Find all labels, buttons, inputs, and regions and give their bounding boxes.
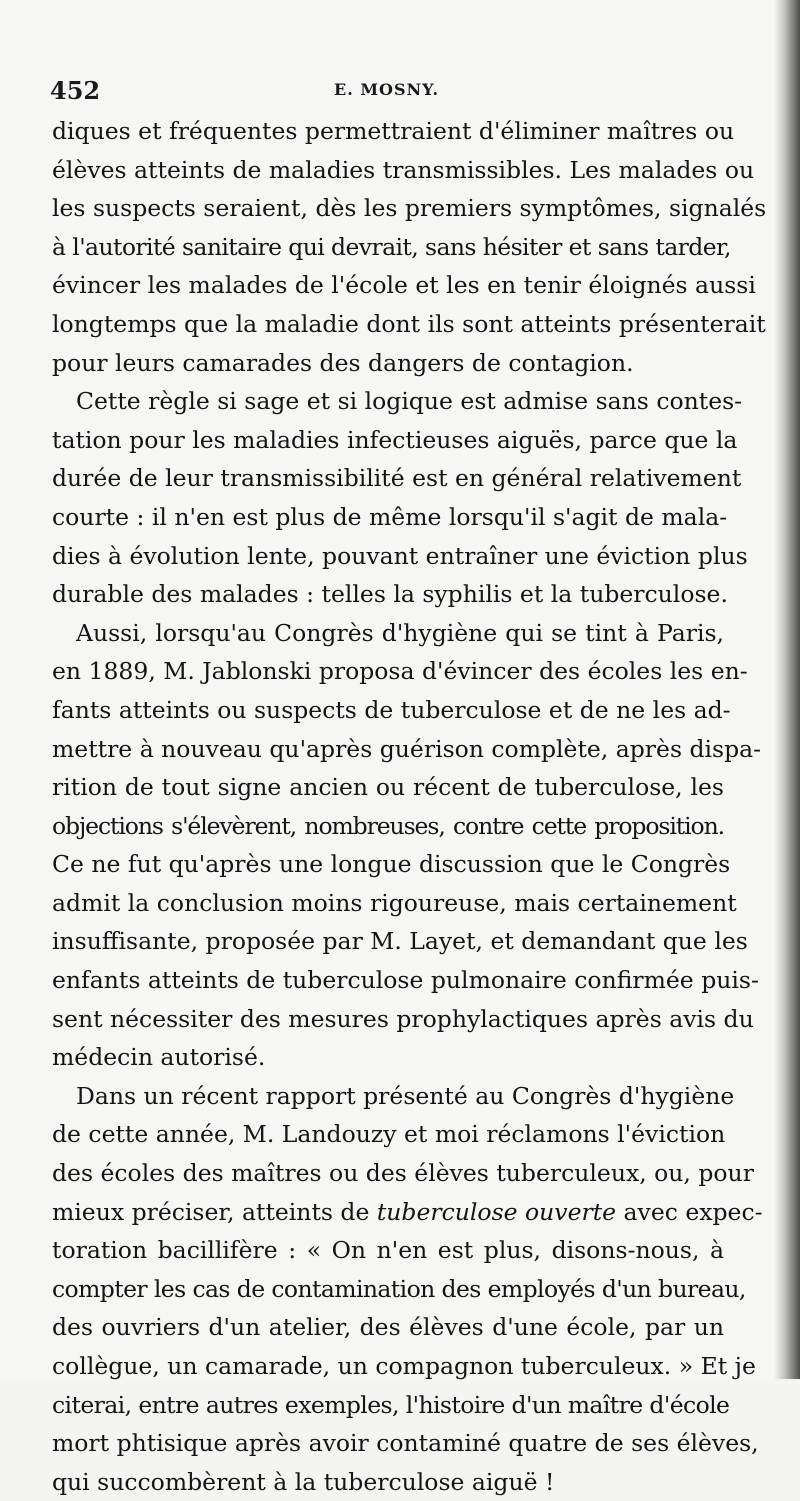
page-header xyxy=(50,76,720,106)
italic-term: tuberculose ouverte xyxy=(376,1197,617,1226)
text-line: de cette année, M. Landouzy et moi réclamons l'éviction xyxy=(52,1120,726,1149)
text-line: objections s'élevèrent, nombreuses, contre cette proposition. xyxy=(52,811,724,840)
text-line: longtemps que la maladie dont ils sont atteints présenterait xyxy=(52,309,766,338)
text-line: dies à évolution lente, pouvant entraîner une éviction plus xyxy=(52,541,748,570)
text-line: citerai, entre autres exemples, l'histoire d'un maître d'école xyxy=(52,1390,730,1419)
scan-shadow-edge xyxy=(774,0,800,1379)
text-line: collègue, un camarade, un compagnon tuberculeux. » Et je xyxy=(52,1352,756,1380)
text-line: élèves atteints de maladies transmissibles. Les malades ou xyxy=(52,155,755,184)
text-line: les suspects seraient, dès les premiers symptômes, signalés xyxy=(52,194,767,223)
paragraph-first-line: Aussi, lorsqu'au Congrès d'hygiène qui se tint à Paris, xyxy=(76,618,724,647)
text-line: pour leurs camarades des dangers de contagion. xyxy=(52,348,634,377)
text-line: qui succombèrent à la tuberculose aiguë ! xyxy=(52,1467,555,1496)
text-line: en 1889, M. Jablonski proposa d'évincer des écoles les en- xyxy=(52,657,748,686)
body-text xyxy=(52,112,767,1501)
text-line: mettre à nouveau qu'après guérison complète, après dispa- xyxy=(52,734,762,763)
text-line: enfants atteints de tuberculose pulmonaire confirmée puis- xyxy=(52,966,759,995)
text-line: des ouvriers d'un atelier, des élèves d'une école, par un xyxy=(52,1313,724,1342)
text-run: mieux préciser, atteints de xyxy=(52,1197,377,1226)
text-line: Ce ne fut qu'après une longue discussion que le Congrès xyxy=(52,850,731,879)
text-line: insuffisante, proposée par M. Layet, et demandant que les xyxy=(52,927,748,956)
text-line: courte : il n'en est plus de même lorsqu'il s'agit de mala- xyxy=(52,502,728,531)
text-line: mort phtisique après avoir contaminé quatre de ses élèves, xyxy=(52,1429,759,1458)
text-run: avec expec- xyxy=(616,1197,763,1226)
text-line: tation pour les maladies infectieuses aiguës, parce que la xyxy=(52,425,738,454)
text-line: diques et fréquentes permettraient d'éliminer maîtres ou xyxy=(52,117,735,145)
text-line: à l'autorité sanitaire qui devrait, sans hésiter et sans tarder, xyxy=(52,232,731,261)
text-line: des écoles des maîtres ou des élèves tuberculeux, ou, pour xyxy=(52,1159,754,1188)
text-line: durée de leur transmissibilité est en général relativement xyxy=(52,464,742,493)
text-line: évincer les malades de l'école et les en tenir éloignés aussi xyxy=(52,271,756,300)
text-line: admit la conclusion moins rigoureuse, mais certainement xyxy=(52,888,737,917)
paragraph-first-line: Cette règle si sage et si logique est admise sans contes- xyxy=(76,387,743,416)
text-line: durable des malades : telles la syphilis et la tuberculose. xyxy=(52,580,728,609)
running-head: E. MOSNY. xyxy=(334,80,440,99)
text-line: compter les cas de contamination des employés d'un bureau, xyxy=(52,1274,746,1303)
text-line: rition de tout signe ancien ou récent de tuberculose, les xyxy=(52,773,724,802)
text-line: médecin autorisé. xyxy=(52,1043,266,1072)
text-line: sent nécessiter des mesures prophylactiques après avis du xyxy=(52,1004,754,1033)
text-line-with-italic xyxy=(52,1193,763,1232)
page-number: 452 xyxy=(50,76,101,105)
paragraph-first-line: Dans un récent rapport présenté au Congrès d'hygiène xyxy=(76,1081,735,1110)
text-line: toration bacillifère : « On n'en est plus, disons-nous, à xyxy=(52,1236,724,1265)
text-line: fants atteints ou suspects de tuberculose et de ne les ad- xyxy=(52,695,731,724)
